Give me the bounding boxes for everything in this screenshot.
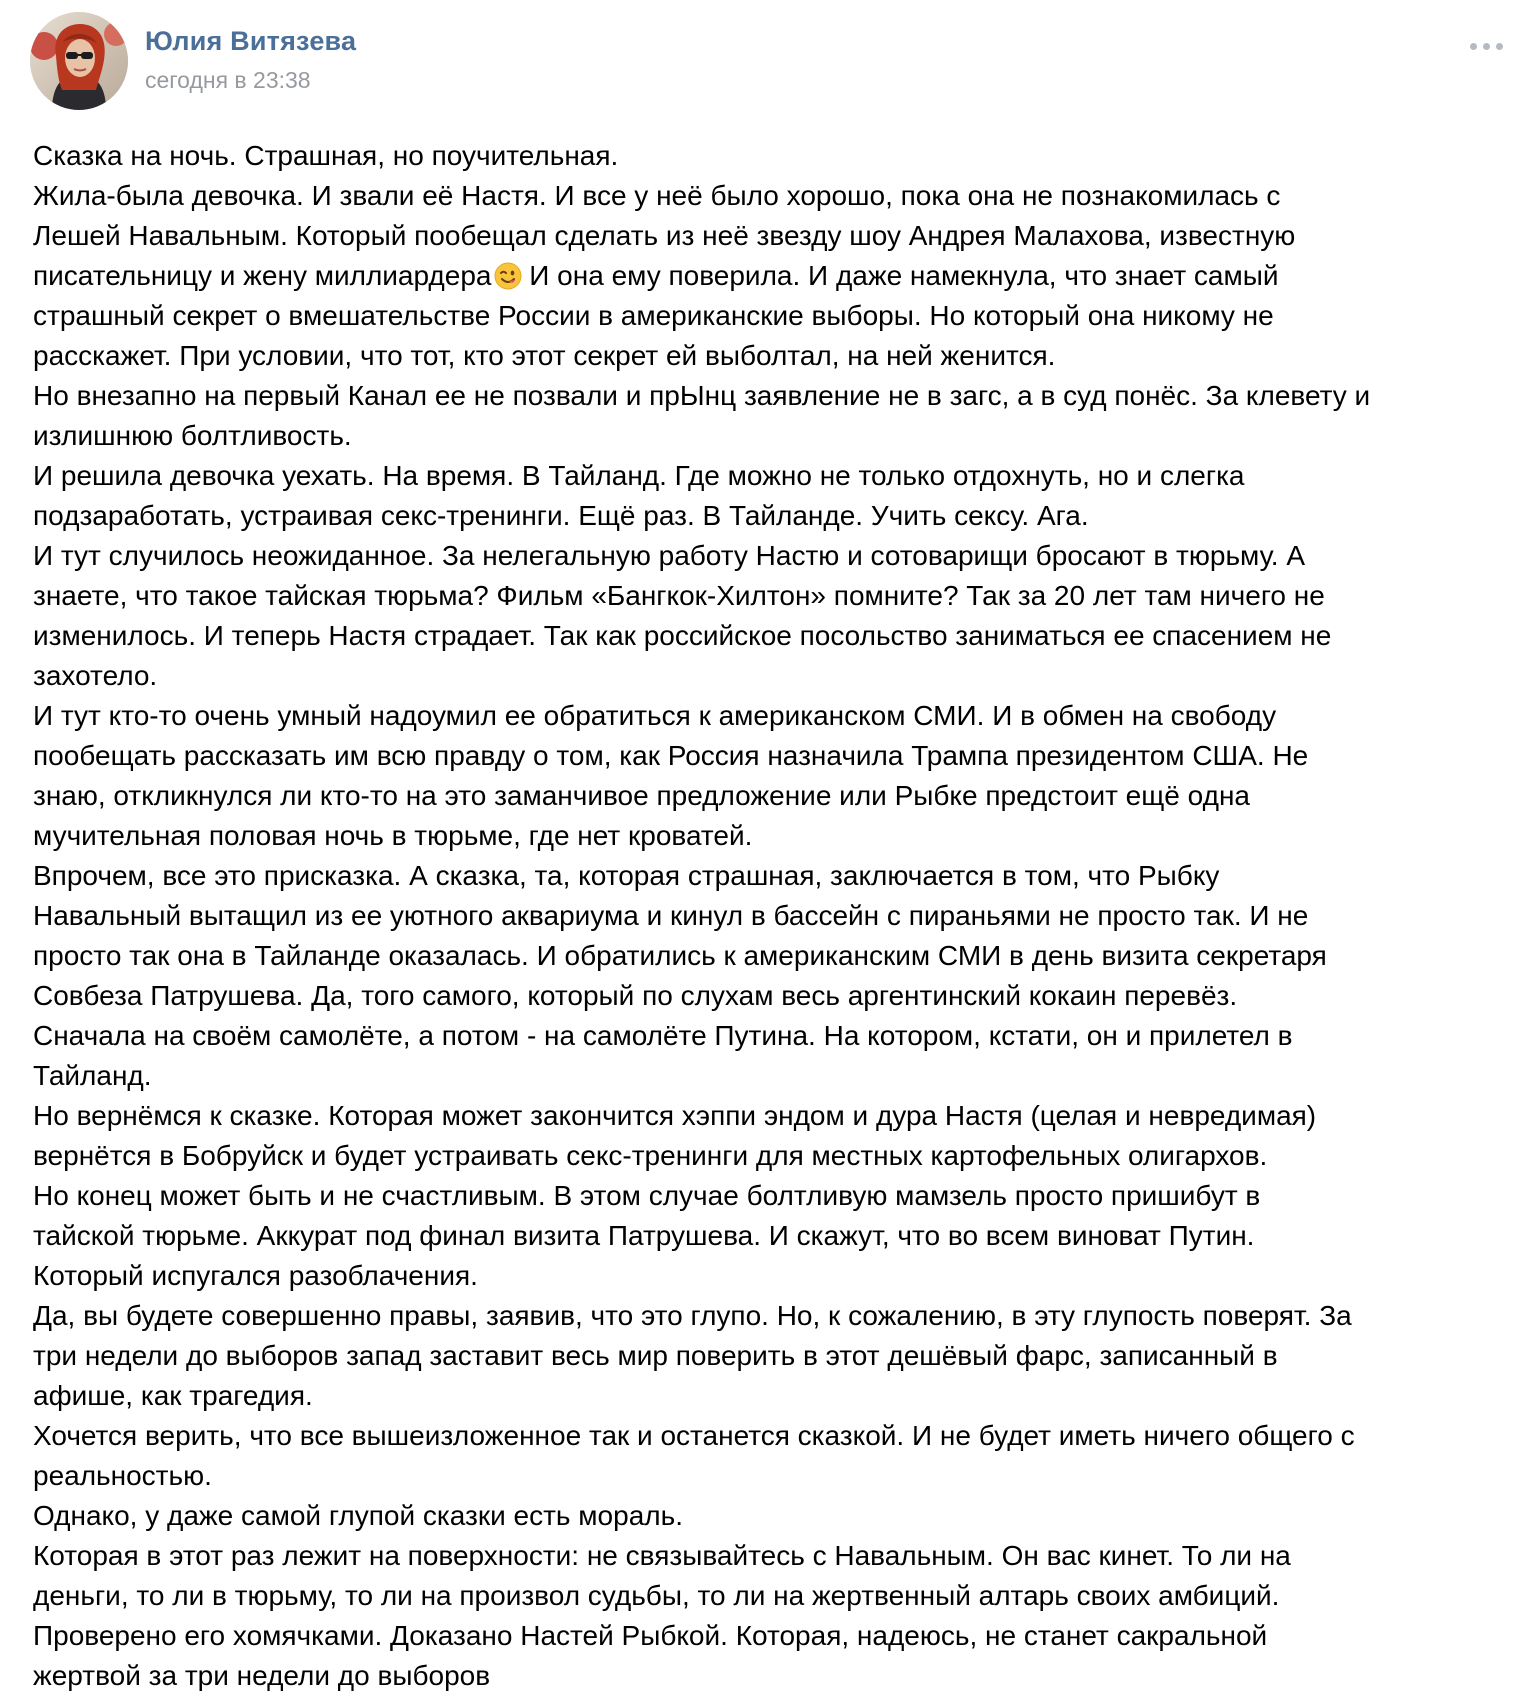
post-text-line: Сказка на ночь. Страшная, но поучительная. [33,140,619,171]
post-text-line: расскажет. При условии, что тот, кто этот секрет ей выболтал, на ней женится. [33,340,1056,371]
post-text-line: Сначала на своём самолёте, а потом - на самолёте Путина. На котором, кстати, он и прилетел в [33,1020,1293,1051]
more-dot-icon [1483,43,1490,50]
post-header [0,0,1536,120]
post-text-line: жертвой за три недели до выборов [33,1660,491,1691]
post-text-line: Навальный вытащил из ее уютного аквариума и кинул в бассейн с пираньями не просто так. И не [33,900,1309,931]
author-name[interactable]: Юлия Витязева [145,26,357,56]
post-text-line: И тут кто-то очень умный надоумил ее обратиться к американском СМИ. И в обмен на свободу [33,700,1277,731]
post-text-line: мучительная половая ночь в тюрьме, где нет кроватей. [33,820,753,851]
author-avatar[interactable] [30,12,128,110]
post-text-line: Но внезапно на первый Канал ее не позвали и прЫнц заявление не в загс, а в суд понёс. За клевету и [33,380,1371,411]
more-dot-icon [1496,43,1503,50]
post-text-line: Который испугался разоблачения. [33,1260,478,1291]
more-options-button[interactable] [1460,36,1512,56]
post-text-line: Хочется верить, что все вышеизложенное так и останется сказкой. И не будет иметь ничего общего с [33,1420,1355,1451]
more-dot-icon [1470,43,1477,50]
post-text-line: тайской тюрьме. Аккурат под финал визита Патрушева. И скажут, что во всем виноват Путин. [33,1220,1255,1251]
post-text-line: захотело. [33,660,158,691]
post-text-line: Лешей Навальным. Который пообещал сделать из неё звезду шоу Андрея Малахова, известную [33,220,1296,251]
post-text-line: Совбеза Патрушева. Да, того самого, который по слухам весь аргентинский кокаин перевёз. [33,980,1238,1011]
post-text-line: знаете, что такое тайская тюрьма? Фильм «Бангкок-Хилтон» помните? Так за 20 лет там ничего не [33,580,1325,611]
post-text-line: Однако, у даже самой глупой сказки есть мораль. [33,1500,683,1531]
post-body [33,136,1513,1696]
post-text-segment: писательницу и жену миллиардера [33,260,492,291]
wink-emoji-icon [494,262,522,290]
post-text-segment: И она ему поверила. И даже намекнула, что знает самый [521,260,1279,291]
post-text-line: страшный секрет о вмешательстве России в американские выборы. Но который она никому не [33,300,1274,331]
post-text-line: Которая в этот раз лежит на поверхности: не связывайтесь с Навальным. Он вас кинет. То ли на [33,1540,1291,1571]
post-text-line: афише, как трагедия. [33,1380,313,1411]
post-text-line: Да, вы будете совершенно правы, заявив, что это глупо. Но, к сожалению, в эту глупость поверят. За [33,1300,1352,1331]
post-text-line: три недели до выборов запад заставит весь мир поверить в этот дешёвый фарс, записанный в [33,1340,1278,1371]
post-timestamp[interactable]: сегодня в 23:38 [145,67,311,93]
post-text-line: Тайланд. [33,1060,152,1091]
post-text-line: Но конец может быть и не счастливым. В этом случае болтливую мамзель просто пришибут в [33,1180,1261,1211]
post-text-line: знаю, откликнулся ли кто-то на это заманчивое предложение или Рыбке предстоит ещё одна [33,780,1250,811]
post-text-line: Проверено его хомячками. Доказано Настей Рыбкой. Которая, надеюсь, не станет сакральной [33,1620,1268,1651]
post-text-line: Впрочем, все это присказка. А сказка, та, которая страшная, заключается в том, что Рыбку [33,860,1220,891]
post-text-line: Но вернёмся к сказке. Которая может закончится хэппи эндом и дура Настя (целая и невредимая) [33,1100,1317,1131]
post-text-line: изменилось. И теперь Настя страдает. Так как российское посольство заниматься ее спасением не [33,620,1332,651]
post-text-line: пообещать рассказать им всю правду о том, как Россия назначила Трампа президентом США. Не [33,740,1309,771]
avatar-photo [30,12,128,110]
post-text-line: реальностью. [33,1460,212,1491]
post-text-line: подзаработать, устраивая секс-тренинги. Ещё раз. В Тайланде. Учить сексу. Ага. [33,500,1089,531]
post-text-line: вернётся в Бобруйск и будет устраивать секс-тренинги для местных картофельных олигархов. [33,1140,1268,1171]
post-text-line: излишнюю болтливость. [33,420,352,451]
post-text-line-with-emoji [33,256,1513,296]
post-text-line: просто так она в Тайланде оказалась. И обратились к американским СМИ в день визита секретаря [33,940,1327,971]
post-text-line: Жила-была девочка. И звали её Настя. И все у неё было хорошо, пока она не познакомилась с [33,180,1281,211]
post-text-line: И решила девочка уехать. На время. В Тайланд. Где можно не только отдохнуть, но и слегка [33,460,1245,491]
post-text-line: деньги, то ли в тюрьму, то ли на произвол судьбы, то ли на жертвенный алтарь своих амбиций. [33,1580,1280,1611]
post-text-line: И тут случилось неожиданное. За нелегальную работу Настю и сотоварищи бросают в тюрьму. А [33,540,1306,571]
